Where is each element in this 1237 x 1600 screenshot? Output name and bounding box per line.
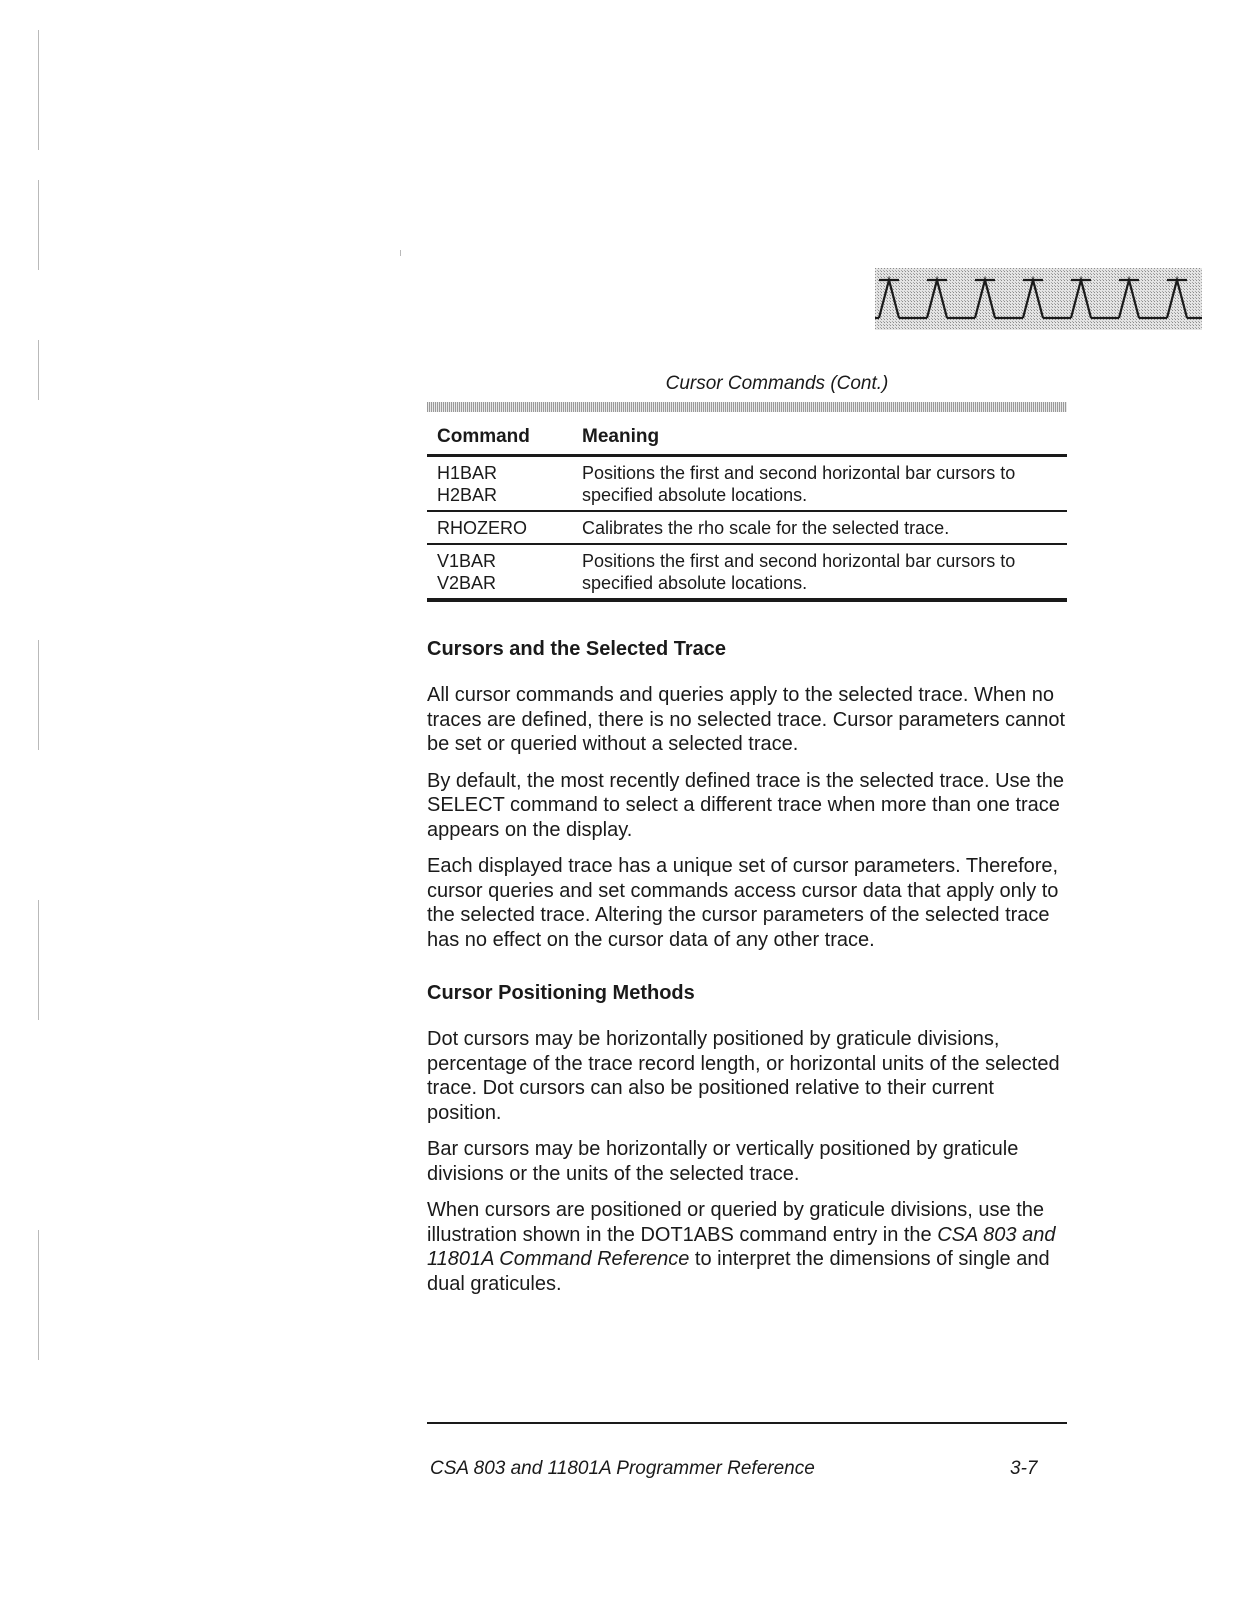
command-name: V2BAR <box>437 573 497 593</box>
body-paragraph <box>427 1198 1067 1296</box>
section-heading: Cursor Positioning Methods <box>427 982 695 1004</box>
caption-rule <box>427 402 1067 412</box>
table-caption: Cursor Commands (Cont.) <box>665 373 889 394</box>
body-paragraph: All cursor commands and queries apply to the selected trace. When no traces are defined, there is no selected trace. Cursor parameters cannot be set or queried without a selected trace. <box>427 684 1066 755</box>
command-cell <box>427 456 582 512</box>
command-name: V1BAR <box>437 551 497 571</box>
body-paragraph: Each displayed trace has a unique set of cursor parameters. Therefore, cursor queries and set commands access cursor data that apply only to the selected trace. Altering the cursor parameters of the selected trace has no effect on the cursor data of any other trace. <box>427 855 1059 951</box>
table-row <box>427 544 1067 600</box>
page-content <box>427 372 1067 1308</box>
table-row <box>427 511 1067 544</box>
meaning-column-header: Meaning <box>582 426 660 447</box>
footer-rule <box>427 1422 1067 1424</box>
body-paragraph: By default, the most recently defined trace is the selected trace. Use the SELECT command to select a different trace when more than one trace appears on the display. <box>427 769 1065 841</box>
command-name: H2BAR <box>437 485 498 505</box>
command-cell <box>427 511 582 544</box>
body-paragraph: Dot cursors may be horizontally positioned by graticule divisions, percentage of the trace record length, or horizontal units of the selected trace. Dot cursors can also be positioned relative to their current position. <box>427 1028 1060 1124</box>
command-column-header: Command <box>437 426 530 447</box>
scan-mark <box>38 640 39 750</box>
footer-title: CSA 803 and 11801A Programmer Reference <box>430 1458 815 1479</box>
meaning-cell: Calibrates the rho scale for the selected trace. <box>582 518 950 538</box>
scan-mark <box>38 180 39 270</box>
scan-mark <box>38 340 39 400</box>
cursor-commands-table <box>427 416 1067 602</box>
body-paragraph: Bar cursors may be horizontally or vertically positioned by graticule divisions or the units of the selected trace. <box>427 1138 1019 1185</box>
table-header-row <box>427 416 1067 456</box>
meaning-cell: Positions the first and second horizontal bar cursors to specified absolute locations. <box>582 551 1016 593</box>
command-name: RHOZERO <box>437 518 527 538</box>
crossed-wave-tab-marker-icon <box>875 268 1202 330</box>
paragraph-text: to interpret the dimensions of single and dual graticules. <box>427 1248 1050 1295</box>
table-row <box>427 456 1067 512</box>
scan-mark <box>38 1230 39 1360</box>
meaning-cell: Positions the first and second horizontal bar cursors to specified absolute locations. <box>582 463 1016 505</box>
command-cell <box>427 544 582 600</box>
scan-mark <box>38 30 39 150</box>
book-title-reference: CSA 803 and 11801A Command Reference <box>427 1223 1056 1270</box>
scan-mark <box>38 900 39 1020</box>
page-number: 3-7 <box>1010 1458 1038 1479</box>
section-heading: Cursors and the Selected Trace <box>427 638 727 660</box>
command-name: H1BAR <box>437 463 498 483</box>
paragraph-text: When cursors are positioned or queried by graticule divisions, use the illustration shown in the DOT1ABS command entry in the <box>427 1199 1044 1246</box>
scan-mark <box>400 250 401 256</box>
